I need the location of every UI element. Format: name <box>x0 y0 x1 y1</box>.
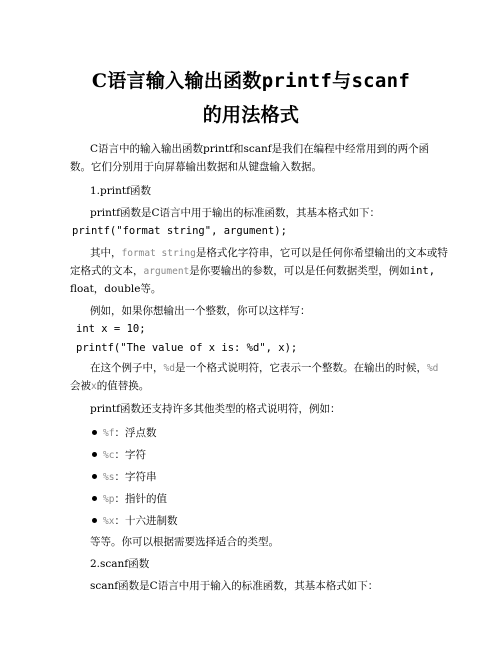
text: 是你要输出的参数，可以是任何数据类型，例如 <box>189 265 410 277</box>
code-line-2: printf("The value of x is: %d", x); <box>76 342 298 354</box>
format-specifier: %p <box>103 494 115 505</box>
format-specifier: %f <box>103 428 115 439</box>
list-item <box>92 425 156 440</box>
format-description: ：指针的值 <box>114 493 167 505</box>
bullet-icon <box>92 430 97 435</box>
text: 其中， <box>90 247 122 259</box>
text: 在这个例子中， <box>90 362 164 374</box>
list-item <box>92 469 156 484</box>
list-item <box>92 513 177 528</box>
title-text-printf: printf <box>261 70 333 92</box>
inline-code-percent-d: %d <box>426 363 439 374</box>
section-1-closing: 等等。你可以根据需要选择适合的类型。 <box>90 536 279 548</box>
title-text-scanf: scanf <box>351 70 411 92</box>
text: 的值替换。 <box>96 380 150 392</box>
format-specifier: %s <box>103 472 115 483</box>
title-text-a: C语言输入输出函数 <box>91 70 262 92</box>
format-specifier: %c <box>103 450 115 461</box>
example-explanation-line-1 <box>90 361 438 376</box>
title-text-and: 与 <box>332 70 352 92</box>
bullet-icon <box>92 452 97 457</box>
document-title-line2: 的用法格式 <box>202 104 300 126</box>
para-format-line-2 <box>70 264 435 279</box>
inline-code-format-string: format string <box>121 248 196 259</box>
intro-line-1: C语言中的输入输出函数printf和scanf是我们在编程中经常用到的两个函 <box>90 143 430 155</box>
section-1-heading: 1.printf函数 <box>90 185 151 197</box>
format-specifier: %x <box>103 516 115 527</box>
text: 是一个格式说明符，它表示一个整数。在输出的时候， <box>174 362 427 374</box>
inline-code-argument: argument <box>143 266 190 277</box>
inline-code-percent-d: %d <box>163 363 175 374</box>
para-format-line-3: float，double等。 <box>70 283 162 295</box>
section-2-heading: 2.scanf函数 <box>90 558 150 570</box>
document-title-line1 <box>0 66 502 93</box>
format-description: ：十六进制数 <box>114 515 178 527</box>
bullet-icon <box>92 518 97 523</box>
inline-code-x: x <box>91 381 97 392</box>
bullet-icon <box>92 474 97 479</box>
text: 会被 <box>70 380 91 392</box>
printf-syntax: printf("format string", argument); <box>72 225 287 237</box>
format-description: ：字符 <box>114 449 146 461</box>
para-format-line-1 <box>90 246 448 261</box>
list-item <box>92 491 167 506</box>
code-line-1: int x = 10; <box>76 323 146 335</box>
example-intro: 例如，如果你想输出一个整数，你可以这样写： <box>90 305 311 317</box>
section-2-description: scanf函数是C语言中用于输入的标准函数，其基本格式如下： <box>90 580 379 592</box>
format-description: ：字符串 <box>114 471 157 483</box>
list-item <box>92 447 146 462</box>
text: 定格式的文本， <box>70 265 144 277</box>
bullet-icon <box>92 496 97 501</box>
example-explanation-line-2 <box>70 379 149 394</box>
format-description: ：浮点数 <box>114 427 157 439</box>
other-specifiers-intro: printf函数还支持许多其他类型的格式说明符，例如： <box>90 403 341 415</box>
text: 是格式化字符串，它可以是任何你希望输出的文本或特 <box>195 247 448 259</box>
inline-code-int: int, <box>409 265 436 277</box>
intro-line-2: 数。它们分别用于向屏幕输出数据和从键盘输入数据。 <box>70 161 322 173</box>
section-1-description: printf函数是C语言中用于输出的标准函数，其基本格式如下： <box>90 207 380 219</box>
